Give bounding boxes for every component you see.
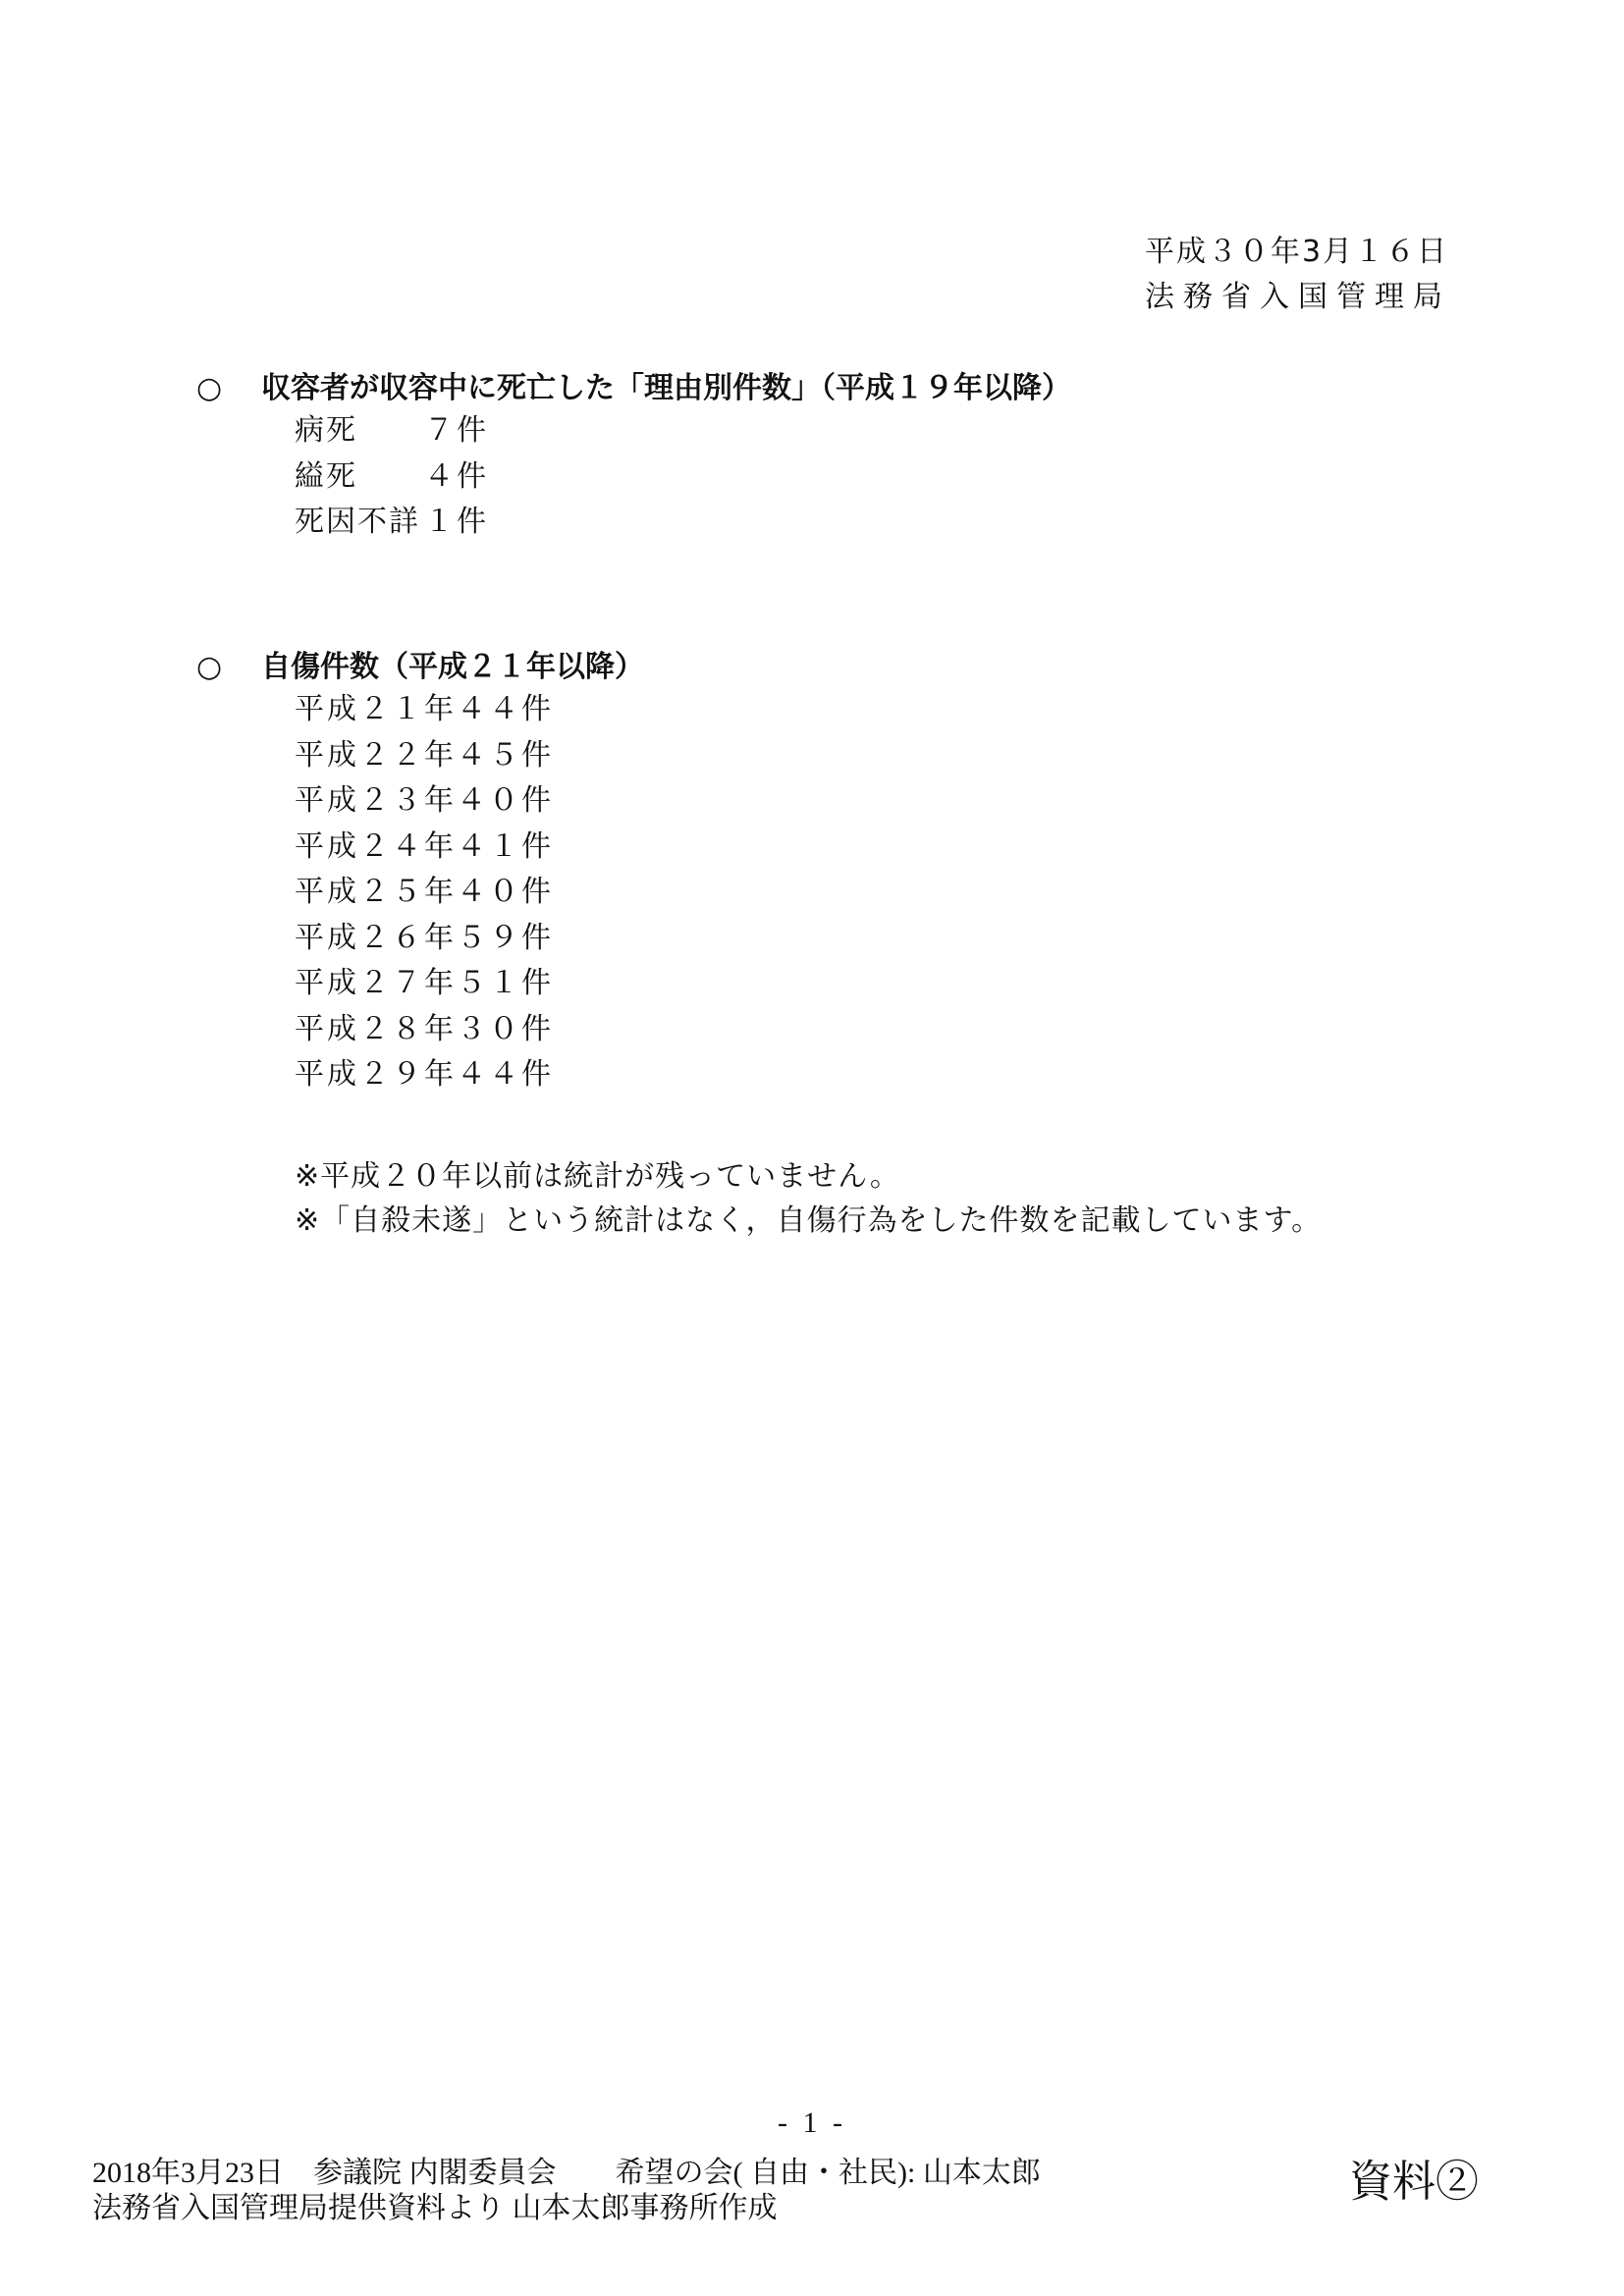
self-harm-count: ４４件 bbox=[457, 1057, 554, 1092]
self-harm-year: 平成２１年 bbox=[295, 692, 457, 726]
material-label: 資料② bbox=[1349, 2158, 1479, 2206]
self-harm-year: 平成２４年 bbox=[295, 828, 457, 864]
notes-block bbox=[295, 1154, 1322, 1243]
note-self-harm-definition: ※「自殺未遂」という統計はなく，自傷行為をした件数を記載しています。 bbox=[295, 1203, 1323, 1238]
note-no-statistics: ※平成２０年以前は統計が残っていません。 bbox=[295, 1159, 900, 1194]
self-harm-row bbox=[196, 916, 644, 962]
self-harm-row bbox=[196, 825, 644, 871]
self-harm-count: ５１件 bbox=[457, 966, 554, 1000]
self-harm-heading bbox=[196, 648, 644, 687]
footer-line-committee: 2018年3月23日 参議院 内閣委員会 希望の会( 自由・社民): 山本太郎 bbox=[92, 2157, 1041, 2189]
bullet-circle-icon: ○ bbox=[196, 650, 223, 684]
self-harm-count: ４１件 bbox=[457, 828, 554, 864]
self-harm-count: ４５件 bbox=[457, 737, 554, 773]
death-reason-row bbox=[196, 500, 1071, 546]
death-reason-row bbox=[196, 454, 1071, 501]
death-reason-count: １件 bbox=[424, 505, 489, 539]
self-harm-row bbox=[196, 961, 644, 1007]
document-header bbox=[1145, 230, 1451, 320]
death-reason-label: 病死 bbox=[295, 413, 357, 448]
bullet-circle-icon: ○ bbox=[196, 371, 223, 405]
death-reason-row bbox=[196, 408, 1071, 454]
self-harm-year: 平成２５年 bbox=[295, 875, 457, 909]
death-reason-count: ７件 bbox=[424, 413, 489, 448]
self-harm-year: 平成２３年 bbox=[295, 783, 457, 818]
death-reasons-heading-text: 収容者が収容中に死亡した「理由別件数」（平成１９年以降） bbox=[261, 371, 1071, 405]
self-harm-count: ４４件 bbox=[457, 692, 554, 726]
footer-attribution bbox=[92, 2156, 1041, 2226]
document-date: 平成３０年3月１６日 bbox=[1145, 235, 1449, 269]
footer-line-source: 法務省入国管理局提供資料より 山本太郎事務所作成 bbox=[92, 2192, 778, 2224]
death-reason-label: 死因不詳 bbox=[295, 505, 420, 539]
self-harm-count: ４０件 bbox=[457, 783, 554, 818]
death-reasons-heading bbox=[196, 369, 1071, 408]
self-harm-year: 平成２８年 bbox=[295, 1011, 457, 1046]
self-harm-row bbox=[196, 687, 644, 733]
self-harm-row bbox=[196, 1052, 644, 1098]
issuing-organization: 法務省入国管理局 bbox=[1145, 280, 1451, 314]
death-reason-label: 縊死 bbox=[295, 458, 357, 494]
self-harm-count: ３０件 bbox=[457, 1011, 554, 1046]
self-harm-year: 平成２２年 bbox=[295, 737, 457, 773]
death-reasons-section bbox=[196, 369, 1071, 546]
self-harm-count: ５９件 bbox=[457, 920, 554, 955]
self-harm-count: ４０件 bbox=[457, 875, 554, 909]
page-number: - 1 - bbox=[778, 2107, 846, 2139]
self-harm-row bbox=[196, 733, 644, 779]
self-harm-row bbox=[196, 778, 644, 825]
self-harm-section bbox=[196, 648, 644, 1098]
self-harm-year: 平成２７年 bbox=[295, 966, 457, 1000]
self-harm-row bbox=[196, 1007, 644, 1053]
death-reason-count: ４件 bbox=[424, 458, 489, 494]
self-harm-year: 平成２９年 bbox=[295, 1057, 457, 1092]
self-harm-heading-text: 自傷件数（平成２１年以降） bbox=[261, 650, 644, 684]
self-harm-year: 平成２６年 bbox=[295, 920, 457, 955]
self-harm-row bbox=[196, 870, 644, 916]
